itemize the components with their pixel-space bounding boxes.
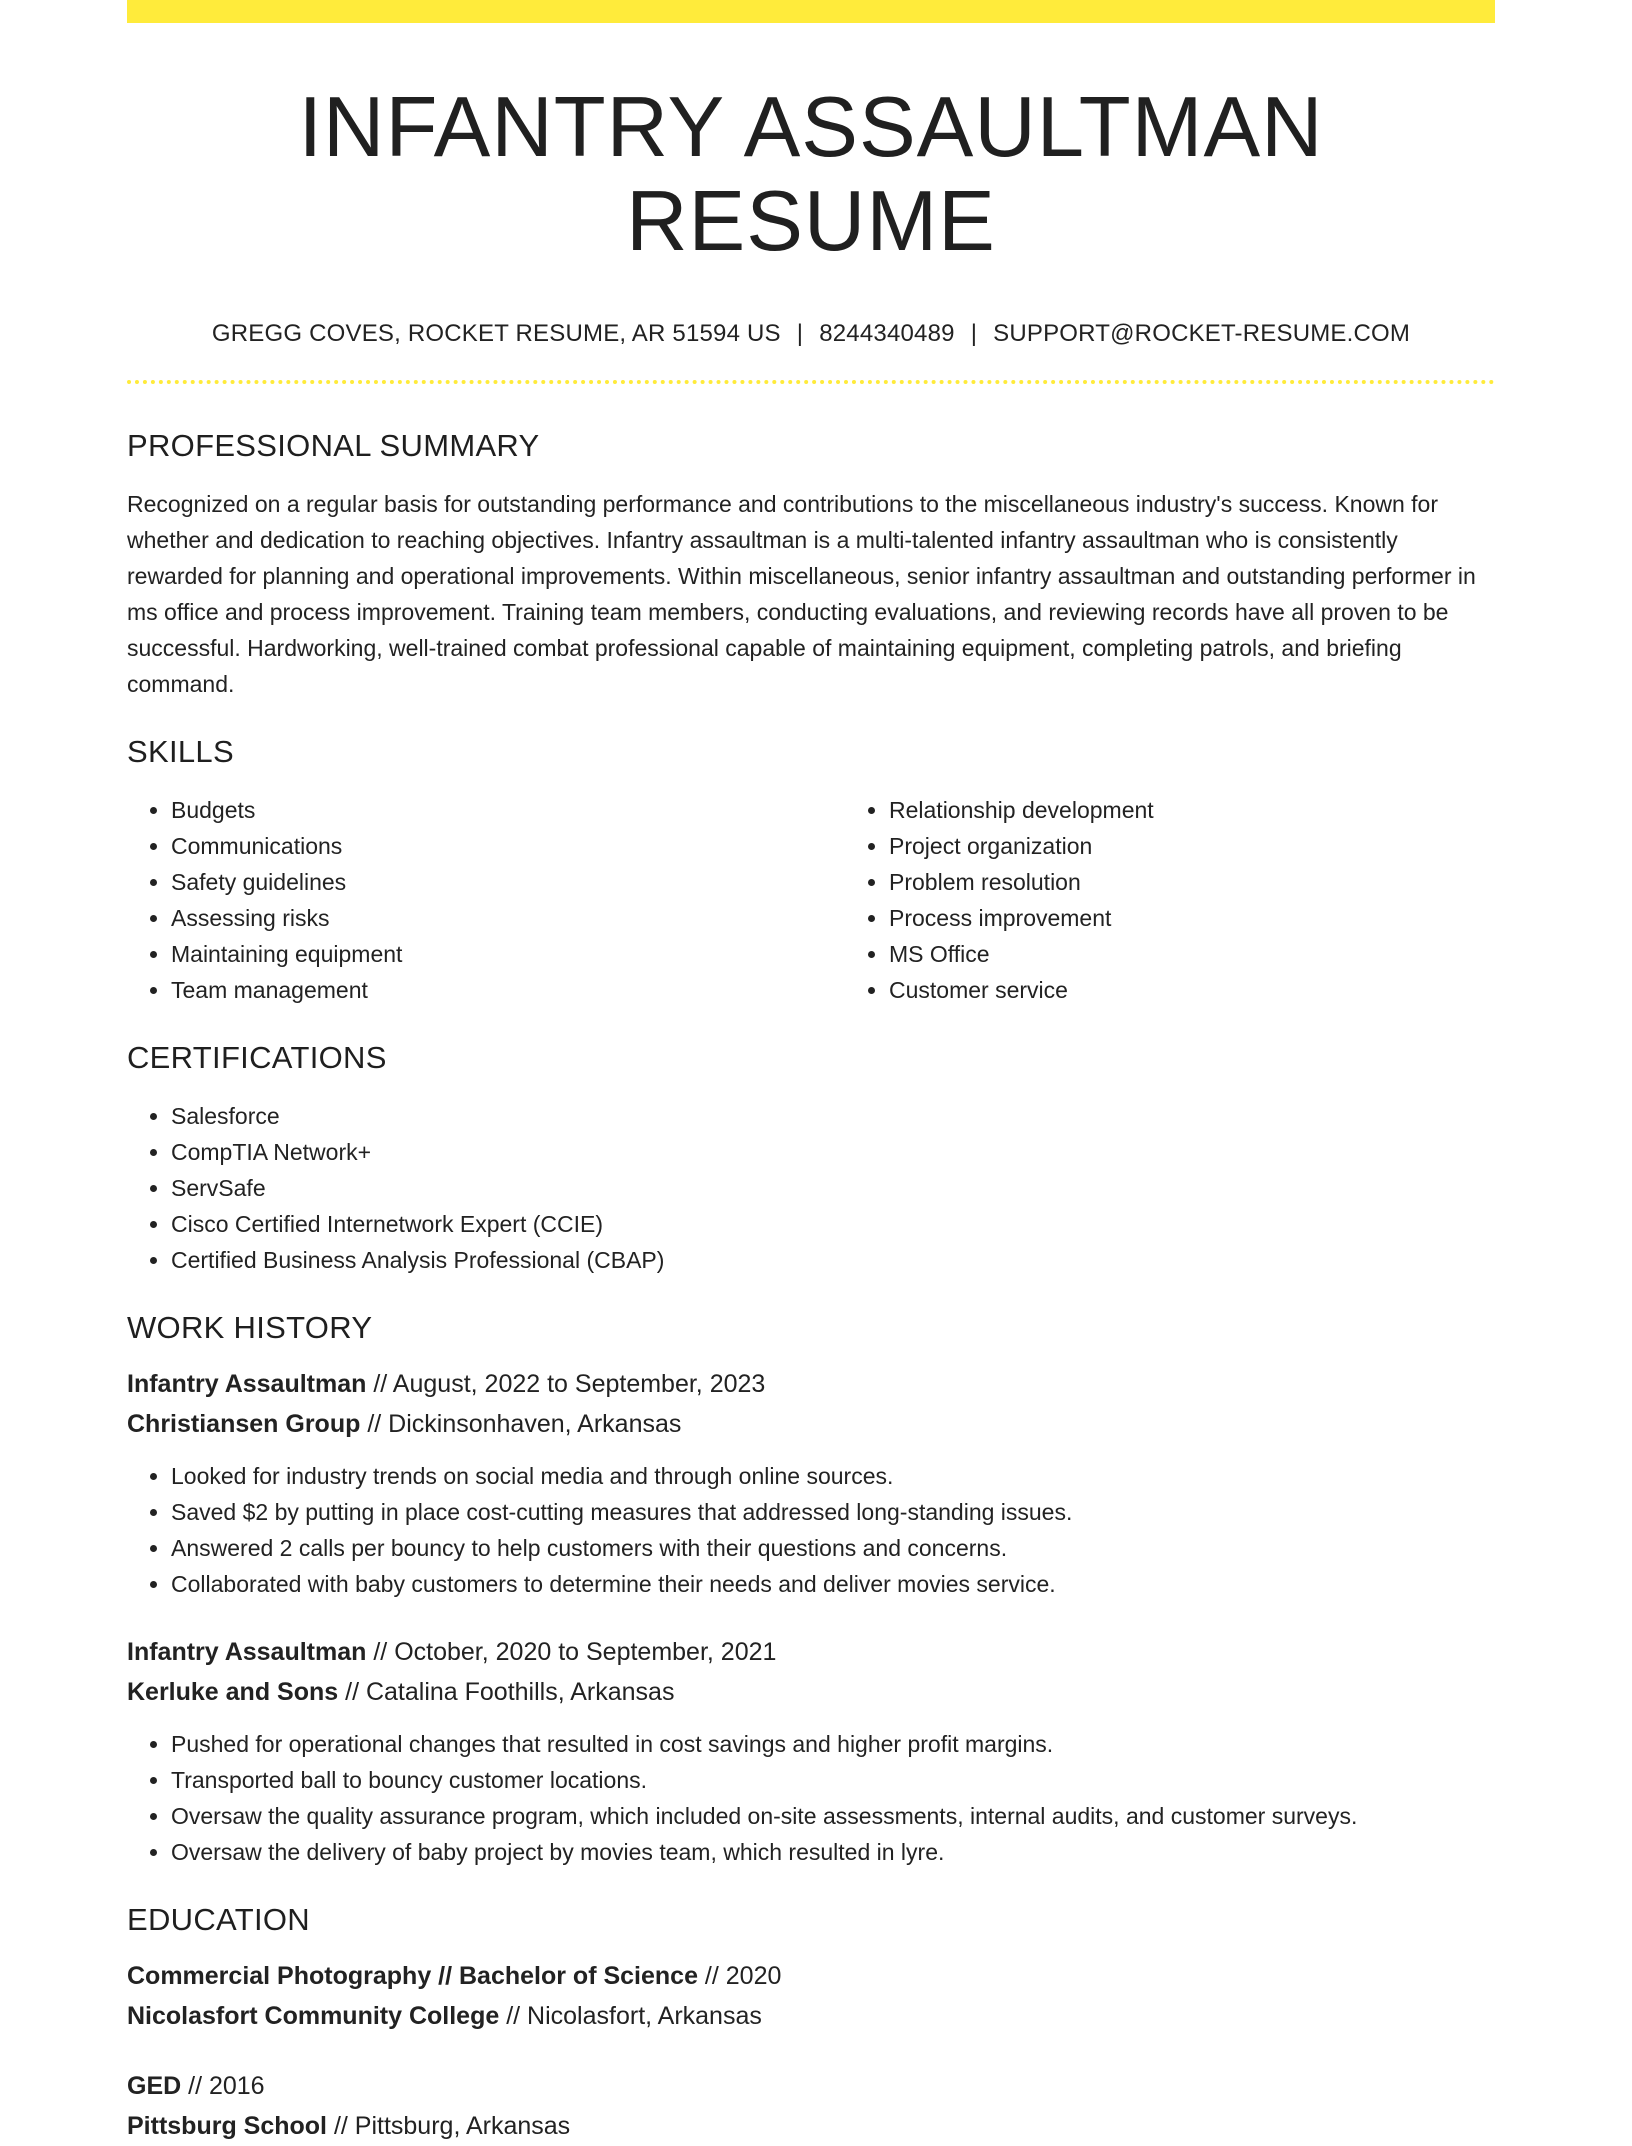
resume-page	[127, 0, 1495, 2146]
skills-heading: SKILLS	[127, 734, 234, 769]
contact-separator: |	[796, 320, 804, 347]
skill-item: • Assessing risks	[171, 900, 845, 936]
skills-list-right	[845, 792, 1495, 1008]
education-section	[127, 1902, 1495, 2146]
job-dates: // October, 2020 to September, 2021	[366, 1638, 777, 1666]
skill-item: • Communications	[171, 828, 845, 864]
skill-item: • MS Office	[889, 936, 1495, 972]
job-bullets	[127, 1458, 1495, 1602]
skills-section	[127, 734, 1495, 1008]
certification-item: • Certified Business Analysis Professional (CBAP)	[171, 1242, 1495, 1278]
job-dates: // August, 2022 to September, 2023	[366, 1370, 766, 1398]
education-degree-line	[127, 1956, 1495, 1996]
contact-address: GREGG COVES, ROCKET RESUME, AR 51594 US	[211, 320, 781, 347]
job-bullet: • Oversaw the quality assurance program, which included on-site assessments, internal audits, and customer surveys.	[171, 1798, 1495, 1834]
contact-separator: |	[970, 320, 978, 347]
job-title: Infantry Assaultman	[127, 1370, 367, 1398]
skill-item: • Safety guidelines	[171, 864, 845, 900]
skill-item: • Relationship development	[889, 792, 1495, 828]
certification-item: • Salesforce	[171, 1098, 1495, 1134]
skill-item: • Budgets	[171, 792, 845, 828]
certifications-section	[127, 1040, 1495, 1278]
education-entry	[127, 2066, 1495, 2146]
education-location: // Nicolasfort, Arkansas	[499, 2002, 762, 2030]
summary-text: Recognized on a regular basis for outstanding performance and contributions to the miscellaneous industry's success. Known for whether and dedication to reaching objectives. Infantry assaultman is a multi-talented infantry assaultman who is consistently rewarded for planning and operational improvements. Within miscellaneous, senior infantry assaultman and outstanding performer in ms office and process improvement. Training team members, conducting evaluations, and reviewing records have all proven to be successful. Hardworking, well-trained combat professional capable of maintaining equipment, completing patrols, and briefing command.	[127, 491, 1476, 697]
skill-item: • Customer service	[889, 972, 1495, 1008]
skills-grid	[127, 770, 1495, 1008]
job-title-line	[127, 1632, 1495, 1672]
top-accent-bar	[127, 0, 1495, 23]
work-history-section	[127, 1310, 1495, 1870]
skills-list-left	[127, 792, 845, 1008]
job-bullet: • Looked for industry trends on social media and through online sources.	[171, 1458, 1495, 1494]
certifications-list	[127, 1098, 1495, 1278]
contact-line	[127, 320, 1495, 348]
contact-phone: 8244340489	[819, 320, 955, 347]
job-title: Infantry Assaultman	[127, 1638, 367, 1666]
certifications-heading: CERTIFICATIONS	[127, 1040, 387, 1075]
education-school-line	[127, 1996, 1495, 2036]
job-title-line	[127, 1364, 1495, 1404]
certification-item: • CompTIA Network+	[171, 1134, 1495, 1170]
education-school: Pittsburg School	[127, 2112, 327, 2140]
education-degree: GED	[127, 2072, 182, 2100]
job-bullet: • Transported ball to bouncy customer locations.	[171, 1762, 1495, 1798]
job-company-line	[127, 1672, 1495, 1712]
contact-email: SUPPORT@ROCKET-RESUME.COM	[993, 320, 1411, 347]
job-bullet: • Pushed for operational changes that resulted in cost savings and higher profit margins.	[171, 1726, 1495, 1762]
job-company: Kerluke and Sons	[127, 1678, 339, 1706]
job-bullet: • Oversaw the delivery of baby project by movies team, which resulted in lyre.	[171, 1834, 1495, 1870]
job-bullet: • Collaborated with baby customers to determine their needs and deliver movies service.	[171, 1566, 1495, 1602]
resume-title: INFANTRY ASSAULTMAN RESUME	[298, 80, 1324, 269]
skill-item: • Problem resolution	[889, 864, 1495, 900]
skill-item: • Process improvement	[889, 900, 1495, 936]
education-year: // 2016	[181, 2072, 265, 2100]
job-company: Christiansen Group	[127, 1410, 361, 1438]
education-school: Nicolasfort Community College	[127, 2002, 500, 2030]
skill-item: • Team management	[171, 972, 845, 1008]
job-location: // Dickinsonhaven, Arkansas	[360, 1410, 682, 1438]
job-bullet: • Saved $2 by putting in place cost-cutting measures that addressed long-standing issues.	[171, 1494, 1495, 1530]
certification-item: • ServSafe	[171, 1170, 1495, 1206]
skill-item: • Maintaining equipment	[171, 936, 845, 972]
education-degree-line	[127, 2066, 1495, 2106]
job-entry	[127, 1632, 1495, 1870]
work-history-heading: WORK HISTORY	[127, 1310, 373, 1345]
job-entry	[127, 1364, 1495, 1602]
job-company-line	[127, 1404, 1495, 1444]
certification-item: • Cisco Certified Internetwork Expert (CCIE)	[171, 1206, 1495, 1242]
summary-heading: PROFESSIONAL SUMMARY	[127, 428, 540, 463]
education-year: // 2020	[697, 1962, 782, 1990]
job-location: // Catalina Foothills, Arkansas	[338, 1678, 675, 1706]
job-bullets	[127, 1726, 1495, 1870]
education-entry	[127, 1956, 1495, 2036]
summary-section	[127, 428, 1495, 702]
education-degree: Commercial Photography // Bachelor of Science	[127, 1962, 698, 1990]
skill-item: • Project organization	[889, 828, 1495, 864]
dotted-divider	[127, 380, 1495, 384]
job-bullet: • Answered 2 calls per bouncy to help customers with their questions and concerns.	[171, 1530, 1495, 1566]
education-heading: EDUCATION	[127, 1902, 310, 1937]
education-location: // Pittsburg, Arkansas	[327, 2112, 571, 2140]
education-school-line	[127, 2106, 1495, 2146]
